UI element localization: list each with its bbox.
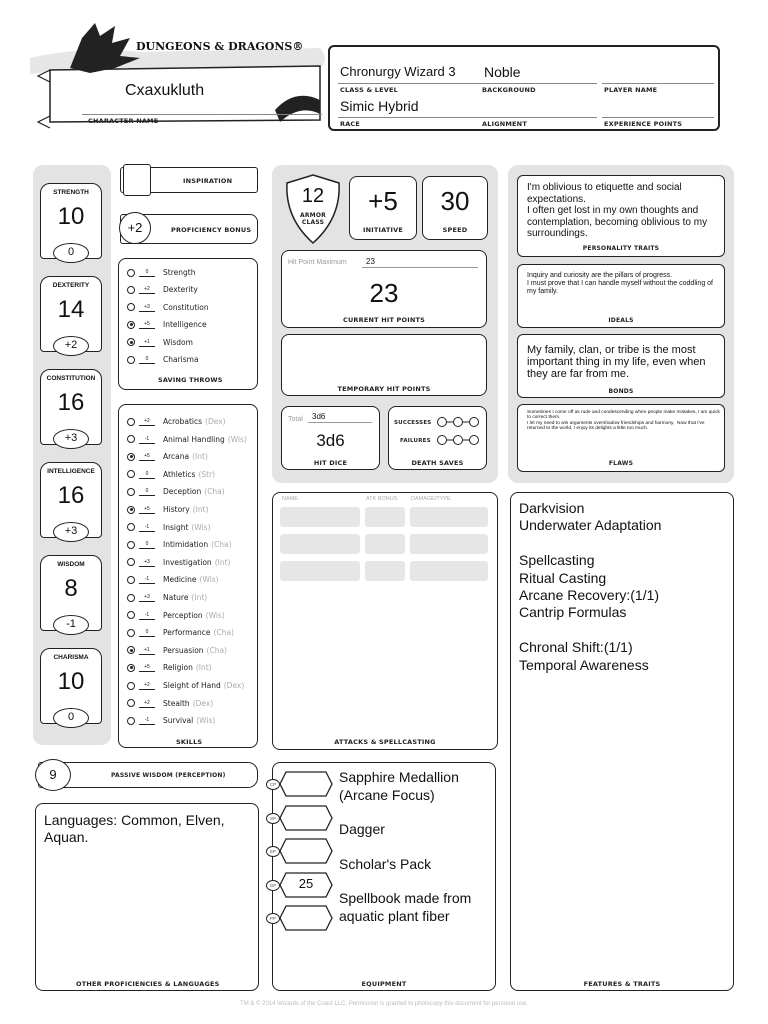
saving-throw-name: Wisdom: [163, 337, 193, 347]
ability-modifier-value[interactable]: 0: [53, 708, 89, 728]
skill-modifier[interactable]: +1: [139, 646, 155, 655]
proficiency-bubble-icon[interactable]: [127, 356, 135, 364]
proficiency-bubble-icon[interactable]: [127, 611, 135, 619]
skill-attribute: (Int): [195, 663, 212, 673]
passive-wisdom-value[interactable]: 9: [35, 759, 71, 791]
ability-name: DEXTERITY: [52, 282, 90, 289]
death-saves-successes-label: SUCCESSES: [394, 420, 432, 426]
proficiency-bubble-icon[interactable]: [127, 558, 135, 566]
death-saves-successes-bubbles[interactable]: [436, 416, 480, 428]
personality-traits-label: PERSONALITY TRAITS: [582, 245, 660, 252]
attack-damage-cell[interactable]: [410, 561, 488, 581]
background-label: BACKGROUND: [482, 86, 536, 94]
proficiency-bubble-icon[interactable]: [127, 338, 135, 346]
speed-value[interactable]: 30: [440, 186, 470, 216]
skill-row: [127, 413, 226, 430]
coin-label: SP: [266, 813, 280, 824]
saving-throw-name: Intelligence: [163, 320, 207, 330]
skill-attribute: (Wis): [196, 716, 216, 726]
death-saves-label: DEATH SAVES: [411, 459, 464, 467]
saving-throws-label: SAVING THROWS: [158, 376, 223, 384]
ability-name: INTELLIGENCE: [47, 468, 95, 475]
coin-slot-gp: [269, 871, 334, 897]
hp-max-line: [362, 267, 478, 268]
skill-attribute: (Cha): [206, 645, 227, 655]
character-details-box: [328, 45, 720, 131]
ability-score-value[interactable]: 10: [57, 203, 85, 230]
skill-row: [127, 466, 215, 483]
skill-row: [127, 519, 211, 536]
skill-name: Perception: [163, 610, 203, 620]
class-level-label: CLASS & LEVEL: [340, 86, 399, 94]
divider: [482, 83, 597, 84]
speed-label: SPEED: [442, 226, 468, 234]
race-value[interactable]: Simic Hybrid: [340, 98, 419, 114]
inspiration-box: [120, 167, 258, 193]
race-label: RACE: [340, 120, 361, 128]
skill-attribute: (Wis): [191, 522, 211, 532]
character-name-line: [82, 114, 322, 115]
coin-label: CP: [266, 779, 280, 790]
saving-throw-charisma: [127, 351, 199, 368]
skill-row: [127, 624, 234, 641]
ability-score-value[interactable]: 16: [57, 389, 85, 416]
ability-modifier-value[interactable]: -1: [53, 615, 89, 635]
bonds-text[interactable]: My family, clan, or tribe is the most important thing in my life, even when they are far from me.: [527, 344, 709, 380]
skill-row: [127, 607, 225, 624]
skill-row: [127, 677, 244, 694]
skill-row: [127, 536, 232, 553]
skill-attribute: (Int): [192, 452, 208, 462]
hit-dice-label: HIT DICE: [313, 459, 348, 467]
equipment-item[interactable]: Dagger: [339, 821, 385, 837]
saving-throw-modifier[interactable]: +2: [139, 285, 155, 294]
equipment-item[interactable]: Scholar's Pack: [339, 856, 432, 872]
proficiency-bubble-icon[interactable]: [127, 435, 135, 443]
ability-name: CONSTITUTION: [46, 375, 96, 382]
ability-score-value[interactable]: 16: [57, 482, 85, 509]
ability-charisma: [38, 648, 104, 730]
skill-attribute: (Cha): [213, 628, 234, 638]
proficiency-bubble-icon[interactable]: [127, 629, 135, 637]
skill-modifier[interactable]: -1: [139, 716, 155, 725]
attack-damage-cell[interactable]: [410, 507, 488, 527]
attacks-label: ATTACKS & SPELLCASTING: [334, 738, 436, 746]
ability-strength: [38, 183, 104, 265]
skill-name: Deception: [163, 487, 202, 497]
ability-name: CHARISMA: [53, 654, 89, 661]
ability-score-value[interactable]: 14: [57, 296, 85, 323]
hit-dice-value[interactable]: 3d6: [316, 431, 345, 450]
proficiency-bubble-icon[interactable]: [127, 286, 135, 294]
current-hp-value[interactable]: 23: [369, 278, 399, 308]
hit-dice-total-value[interactable]: 3d6: [312, 412, 326, 421]
personality-traits-text[interactable]: I'm oblivious to etiquette and social expectations. I often get lost in my own thoughts and contemplation, becoming oblivious to my surroundings.: [527, 182, 708, 239]
ability-dexterity: [38, 276, 104, 358]
saving-throw-dexterity: [127, 281, 198, 298]
skill-row: [127, 448, 208, 465]
proficiency-bubble-icon[interactable]: [127, 664, 135, 672]
skill-name: Nature: [163, 593, 189, 602]
saving-throw-wisdom: [127, 334, 193, 351]
skill-row: [127, 431, 247, 448]
proficiency-bubble-icon[interactable]: [127, 594, 135, 602]
hp-max-label: Hit Point Maximum: [288, 259, 347, 266]
hit-dice-total-label: Total: [288, 416, 303, 423]
skill-name: Acrobatics: [163, 417, 203, 426]
proficiency-bubble-icon[interactable]: [127, 523, 135, 531]
saving-throw-modifier[interactable]: 0: [139, 355, 155, 364]
skill-attribute: (Wis): [199, 575, 219, 585]
skill-modifier[interactable]: 0: [139, 470, 155, 479]
proficiency-bubble-icon[interactable]: [127, 682, 135, 690]
armor-class-label: ARMOR CLASS: [300, 212, 326, 226]
saving-throw-modifier[interactable]: 0: [139, 268, 155, 277]
skill-name: Religion: [163, 663, 193, 673]
copyright-footer: TM & © 2014 Wizards of the Coast LLC. Permission is granted to photocopy this document for personal use.: [240, 1001, 528, 1007]
skill-attribute: (Int): [214, 557, 231, 567]
skill-row: [127, 483, 225, 500]
skill-modifier[interactable]: +3: [139, 593, 155, 602]
character-name-value[interactable]: Cxaxukluth: [125, 82, 205, 99]
coin-value[interactable]: 25: [298, 875, 314, 891]
proficiency-bubble-icon[interactable]: [127, 321, 135, 329]
proficiency-bubble-icon[interactable]: [127, 269, 135, 277]
proficiency-bonus-label: PROFICIENCY BONUS: [171, 226, 252, 234]
skill-row: [127, 554, 230, 571]
saving-throw-modifier[interactable]: +3: [139, 303, 155, 312]
attack-bonus-cell[interactable]: [365, 561, 405, 581]
coin-label: EP: [266, 846, 280, 857]
skill-attribute: (Dex): [192, 698, 214, 708]
coin-slot-pp: [269, 904, 334, 930]
skill-name: Investigation: [163, 557, 212, 567]
attacks-col-name: NAME: [282, 496, 298, 502]
proficiency-bubble-icon[interactable]: [127, 506, 135, 514]
skill-modifier[interactable]: +2: [139, 417, 155, 426]
skill-modifier[interactable]: -1: [139, 575, 155, 584]
skill-name: Insight: [163, 522, 189, 532]
coin-frame-icon: [278, 804, 334, 832]
class-level-value[interactable]: Chronurgy Wizard 3: [340, 64, 456, 79]
skill-modifier[interactable]: +2: [139, 699, 155, 708]
skill-name: Performance: [163, 628, 211, 638]
skill-row: [127, 571, 219, 588]
proficiencies-languages-text[interactable]: Languages: Common, Elven, Aquan.: [44, 812, 228, 845]
skill-modifier[interactable]: -1: [139, 523, 155, 532]
skill-modifier[interactable]: 0: [139, 487, 155, 496]
armor-class-value[interactable]: 12: [301, 185, 325, 207]
skill-row: [127, 642, 227, 659]
skill-name: Animal Handling: [163, 434, 225, 444]
inspiration-label: INSPIRATION: [183, 177, 233, 185]
skill-attribute: (Wis): [227, 434, 247, 444]
ability-modifier-value[interactable]: +3: [53, 522, 89, 542]
proficiencies-languages-label: OTHER PROFICIENCIES & LANGUAGES: [76, 980, 220, 988]
skill-name: Intimidation: [163, 540, 209, 550]
passive-wisdom-label: PASSIVE WISDOM (PERCEPTION): [111, 772, 226, 779]
skill-modifier[interactable]: +5: [139, 505, 155, 514]
ability-modifier-value[interactable]: 0: [53, 243, 89, 263]
death-saves-failures-bubbles[interactable]: [436, 434, 480, 446]
passive-wisdom-box: [38, 762, 258, 788]
temp-hp-label: TEMPORARY HIT POINTS: [337, 385, 431, 393]
flaws-label: FLAWS: [608, 460, 634, 467]
initiative-label: INITIATIVE: [363, 226, 403, 234]
coin-label: PP: [266, 913, 280, 924]
ability-name: STRENGTH: [53, 189, 89, 196]
proficiency-bubble-icon[interactable]: [127, 541, 135, 549]
skill-attribute: (Cha): [211, 540, 232, 550]
hit-dice-total-line: [308, 422, 372, 423]
skill-modifier[interactable]: +5: [139, 452, 155, 461]
attacks-col-damage: DAMAGE/TYPE: [411, 496, 451, 502]
ability-intelligence: [38, 462, 104, 544]
divider: [338, 83, 483, 84]
skill-modifier[interactable]: +2: [139, 681, 155, 690]
skill-modifier[interactable]: 0: [139, 628, 155, 637]
skill-attribute: (Int): [192, 505, 209, 514]
skill-row: [127, 695, 213, 712]
proficiency-bubble-icon[interactable]: [127, 646, 135, 654]
proficiency-bubble-icon[interactable]: [127, 717, 135, 725]
flaws-text[interactable]: Sometimes I come off as rude and condescending when people make mistakes, I am quick to correct them. I let my need to win arguments overshadow friendships and harmony. Now that I've returned to the world, I enjoy its delights a little too much.: [527, 410, 720, 431]
character-name-label: CHARACTER NAME: [88, 117, 159, 125]
divider: [482, 117, 597, 118]
divider: [602, 117, 714, 118]
attack-name-cell[interactable]: [280, 561, 360, 581]
ability-wisdom: [38, 555, 104, 637]
coin-slot-sp: [269, 804, 334, 830]
attacks-col-bonus: ATK BONUS: [366, 496, 398, 502]
initiative-value[interactable]: +5: [368, 186, 398, 216]
armor-class-shield-icon: [283, 173, 343, 245]
background-value[interactable]: Noble: [484, 64, 521, 80]
player-name-label: PLAYER NAME: [604, 86, 658, 94]
attack-damage-cell[interactable]: [410, 534, 488, 554]
ability-name: WISDOM: [57, 561, 85, 568]
ability-modifier-value[interactable]: +3: [53, 429, 89, 449]
skill-attribute: (Wis): [205, 610, 225, 620]
hp-max-value[interactable]: 23: [366, 257, 375, 266]
saving-throw-modifier[interactable]: +1: [139, 338, 155, 347]
attack-name-cell[interactable]: [280, 534, 360, 554]
skill-modifier[interactable]: -1: [139, 611, 155, 620]
skill-name: History: [163, 505, 190, 514]
skill-name: Survival: [163, 716, 194, 726]
proficiency-bubble-icon[interactable]: [127, 576, 135, 584]
skill-name: Arcana: [163, 452, 190, 462]
saving-throw-intelligence: [127, 316, 207, 333]
skill-row: [127, 712, 215, 729]
saving-throw-modifier[interactable]: +5: [139, 320, 155, 329]
coin-frame-icon: [278, 770, 334, 798]
saving-throw-name: Dexterity: [163, 285, 198, 295]
ability-score-value[interactable]: 10: [57, 668, 85, 695]
coin-frame-icon: [278, 904, 334, 932]
proficiency-bubble-icon[interactable]: [127, 488, 135, 496]
equipment-item[interactable]: Spellbook made from aquatic plant fiber: [339, 890, 472, 924]
proficiency-bubble-icon[interactable]: [127, 303, 135, 311]
skill-attribute: (Dex): [223, 681, 245, 690]
proficiency-bubble-icon[interactable]: [127, 418, 135, 426]
saving-throw-constitution: [127, 299, 209, 316]
attack-bonus-cell[interactable]: [365, 534, 405, 554]
equipment-label: EQUIPMENT: [361, 980, 407, 988]
skills-label: SKILLS: [176, 738, 203, 746]
proficiency-bonus-value[interactable]: +2: [119, 212, 151, 244]
attack-name-cell[interactable]: [280, 507, 360, 527]
proficiency-bubble-icon[interactable]: [127, 470, 135, 478]
skill-attribute: (Dex): [205, 417, 226, 426]
skill-name: Persuasion: [163, 645, 204, 655]
divider: [602, 83, 714, 84]
alignment-label: ALIGNMENT: [482, 120, 527, 128]
features-traits-label: FEATURES & TRAITS: [583, 980, 661, 988]
skill-attribute: (Str): [198, 469, 216, 479]
skill-name: Athletics: [163, 469, 196, 479]
current-hp-label: CURRENT HIT POINTS: [342, 316, 426, 324]
skill-row: [127, 589, 207, 606]
coin-slot-cp: [269, 770, 334, 796]
equipment-item[interactable]: Sapphire Medallion (Arcane Focus): [339, 769, 459, 803]
bonds-label: BONDS: [608, 388, 634, 395]
skill-name: Stealth: [163, 698, 190, 708]
coin-frame-icon: [278, 837, 334, 865]
skill-name: Sleight of Hand: [163, 681, 221, 690]
skill-name: Medicine: [163, 575, 197, 585]
saving-throw-name: Strength: [163, 268, 196, 277]
ability-constitution: [38, 369, 104, 451]
proficiency-bubble-icon[interactable]: [127, 699, 135, 707]
ideals-label: IDEALS: [608, 317, 634, 324]
skill-attribute: (Cha): [204, 487, 225, 497]
ability-modifier-value[interactable]: +2: [53, 336, 89, 356]
death-saves-failures-label: FAILURES: [400, 438, 431, 444]
saving-throw-name: Charisma: [163, 355, 199, 364]
proficiency-bubble-icon[interactable]: [127, 453, 135, 461]
ability-score-value[interactable]: 8: [64, 575, 78, 602]
coin-slot-ep: [269, 837, 334, 863]
skill-row: [127, 501, 208, 518]
inspiration-value-box[interactable]: [123, 164, 151, 196]
skill-modifier[interactable]: 0: [139, 540, 155, 549]
skill-modifier[interactable]: +5: [139, 663, 155, 672]
skill-attribute: (Int): [191, 593, 208, 602]
features-traits-text[interactable]: Darkvision Underwater Adaptation Spellcasting Ritual Casting Arcane Recovery:(1/1) Cantrip Formulas Chronal Shift:(1/1) Temporal Awareness: [519, 500, 662, 673]
skill-modifier[interactable]: +3: [139, 558, 155, 567]
proficiency-bonus-box: [120, 214, 258, 244]
saving-throw-strength: [127, 264, 195, 281]
skill-row: [127, 659, 212, 676]
experience-points-label: EXPERIENCE POINTS: [604, 120, 683, 128]
logo-wordmark: DUNGEONS & DRAGONS®: [136, 40, 304, 53]
saving-throw-name: Constitution: [163, 302, 209, 312]
coin-label: GP: [266, 880, 280, 891]
skill-modifier[interactable]: -1: [139, 435, 155, 444]
attacks-box: [272, 492, 498, 750]
ideals-text[interactable]: Inquiry and curiosity are the pillars of progress. I must prove that I can handle myself without the coddling of my family.: [527, 272, 713, 295]
attack-bonus-cell[interactable]: [365, 507, 405, 527]
divider: [338, 117, 483, 118]
